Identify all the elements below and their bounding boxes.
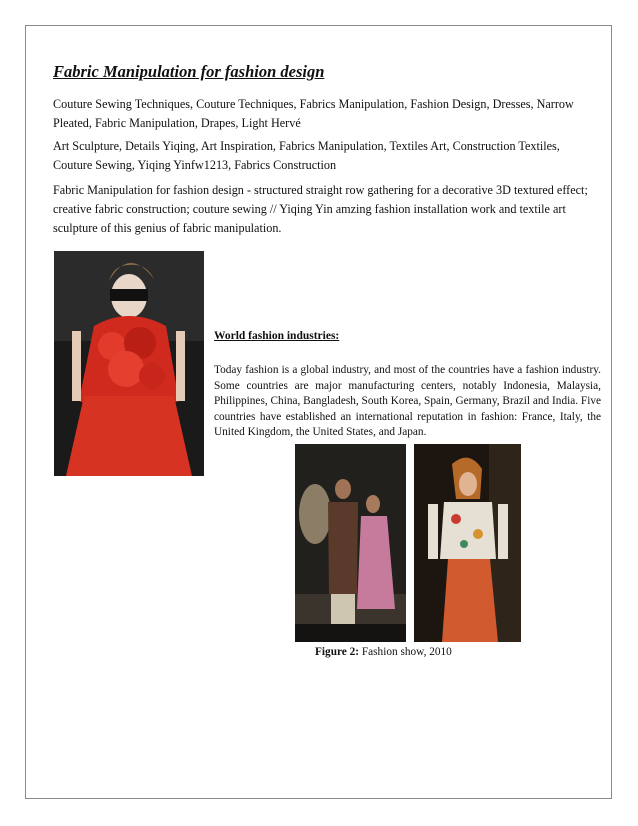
document-title: Fabric Manipulation for fashion design bbox=[53, 62, 325, 81]
tags-paragraph-1: Couture Sewing Techniques, Couture Techniques, Fabrics Manipulation, Fashion Design, Dresses, Narrow Pleated, Fabric Manipulation, Drapes, Light Hervé bbox=[53, 97, 574, 130]
description-paragraph: Fabric Manipulation for fashion design - structured straight row gathering for a decorative 3D textured effect; creative fabric construction; couture sewing // Yiqing Yin amzing fashion installation work and textile art sculpture of this genius of fabric manipulation. bbox=[53, 183, 588, 235]
tags-paragraph-2: Art Sculpture, Details Yiqing, Art Inspiration, Fabrics Manipulation, Textiles Art, Construction Textiles, Couture Sewing, Yiqing Yinfw1213, Fabrics Construction bbox=[53, 139, 560, 172]
fashion-show-photo-right bbox=[414, 444, 521, 642]
figure-label: Figure 2: bbox=[315, 646, 360, 658]
figure-caption-text: Fashion show, 2010 bbox=[359, 646, 452, 658]
section-body: Today fashion is a global industry, and most of the countries have a fashion industry. Some countries are major manufacturing centers, notably Indonesia, Malaysia, Philippines, China, Bangladesh, South Korea, Spain, Germany, Brazil and India. Five countries have established an international reputation in fashion: France, Italy, the United Kingdom, the United States, and Japan. bbox=[214, 364, 601, 439]
section-heading: World fashion industries: bbox=[214, 330, 340, 342]
fashion-show-photo-left bbox=[295, 444, 406, 642]
figure-caption bbox=[315, 646, 452, 658]
red-ruffled-dress-photo bbox=[54, 251, 204, 476]
